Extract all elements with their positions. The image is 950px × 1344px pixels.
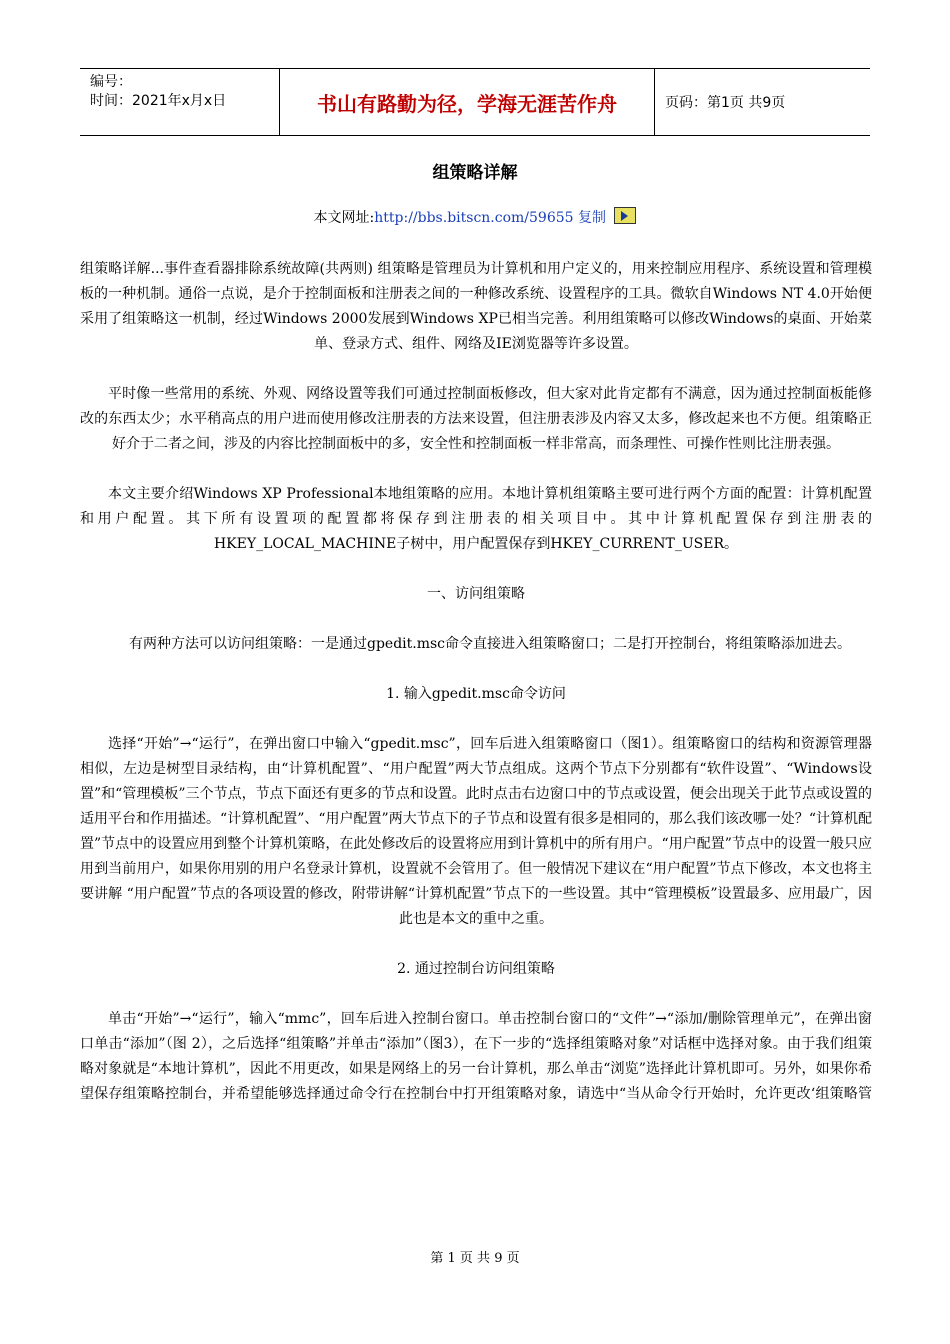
header-meta [80, 69, 280, 135]
header-motto: 书山有路勤为径，学海无涯苦作舟 [280, 69, 655, 135]
url-link[interactable]: http://bbs.bitscn.com/59655 [374, 210, 574, 226]
document-title: 组策略详解 [432, 163, 518, 183]
document-number: 编号： [90, 74, 132, 90]
paragraph-intro: 组策略详解...事件查看器排除系统故障(共两则) 组策略是管理员为计算机和用户定义的，用来控制应用程序、系统设置和管理模板的一种机制。通俗一点说，是介于控制面板和注册表之间的一种修改系统、设置程序的工具。微软自Windows NT 4.0开始便采用了组策略这一机制，经过Windows 2000发展到Windows XP已相当完善。利用组策略可以修改Windows的桌面、开始菜单、登录方式、组件、网络及IE浏览器等许多设置。 [80, 261, 872, 352]
paragraph-xp-policy: 本文主要介绍Windows XP Professional本地组策略的应用。本地计算机组策略主要可进行两个方面的配置：计算机配置和用户配置。其下所有设置项的配置都将保存到注册表的相关项目中。其中计算机配置保存到注册表的 HKEY_LOCAL_MACHINE子树中，用户配置保存到HKEY_CURRENT_USER。 [80, 486, 872, 552]
copy-link[interactable]: 复制 [578, 210, 606, 226]
paragraph-console: 单击“开始”→“运行”，输入“mmc”，回车后进入控制台窗口。单击控制台窗口的“文件”→“添加/删除管理单元”，在弹出窗口单击“添加”（图 2），之后选择“组策略”并单击“添加”（图3），在下一步的“选择组策略对象”对话框中选择对象。由于我们组策略对象就是“本地计算机”，因此不用更改，如果是网络上的另一台计算机，那么单击“浏览”选择此计算机即可。另外，如果你希望保存组策略控制台，并希望能够选择通过命令行在控制台中打开组策略对象，请选中“当从命令行开始时，允许更改‘组策略管 [80, 1011, 872, 1102]
page-header [80, 68, 870, 136]
document-time: 时间：2021年x月x日 [90, 93, 227, 109]
paragraph-gpedit: 选择“开始”→“运行”，在弹出窗口中输入“gpedit.msc”，回车后进入组策略窗口（图1）。组策略窗口的结构和资源管理器相似，左边是树型目录结构，由“计算机配置”、“用户配置”两大节点组成。这两个节点下分别都有“软件设置”、“Windows设置”和“管理模板”三个节点，节点下面还有更多的节点和设置。此时点击右边窗口中的节点或设置，便会出现关于此节点或设置的适用平台和作用描述。“计算机配置”、“用户配置”两大节点下的子节点和设置有很多是相同的，那么我们该改哪一处？“计算机配置”节点中的设置应用到整个计算机策略，在此处修改后的设置将应用到计算机中的所有用户。“用户配置”节点中的设置一般只应用到当前用户，如果你用别的用户名登录计算机，设置就不会管用了。但一般情况下建议在“用户配置”节点下修改，本文也将主要讲解 “用户配置”节点的各项设置的修改，附带讲解“计算机配置”节点下的一些设置。其中“管理模板”设置最多、应用最广，因此也是本文的重中之重。 [80, 736, 872, 927]
subheading-gpedit: 1. 输入gpedit.msc命令访问 [386, 686, 566, 702]
url-line [0, 207, 950, 227]
section-heading-access: 一、访问组策略 [427, 586, 525, 602]
subheading-console: 2. 通过控制台访问组策略 [397, 961, 555, 977]
paragraph-control-panel: 平时像一些常用的系统、外观、网络设置等我们可通过控制面板修改，但大家对此肯定都有不满意，因为通过控制面板能修改的东西太少；水平稍高点的用户进而使用修改注册表的方法来设置，但注册表涉及内容又太多，修改起来也不方便。组策略正好介于二者之间，涉及的内容比控制面板中的多，安全性和控制面板一样非常高，而条理性、可操作性则比注册表强。 [80, 386, 872, 452]
url-prefix: 本文网址: [313, 210, 375, 226]
page-footer: 第 1 页 共 9 页 [430, 1251, 520, 1266]
header-page-info: 页码：第1页 共9页 [665, 95, 786, 111]
document-body [80, 257, 872, 1107]
paragraph-two-methods: 有两种方法可以访问组策略：一是通过gpedit.msc命令直接进入组策略窗口；二是打开控制台，将组策略添加进去。 [128, 636, 852, 652]
copy-icon[interactable] [614, 207, 636, 224]
